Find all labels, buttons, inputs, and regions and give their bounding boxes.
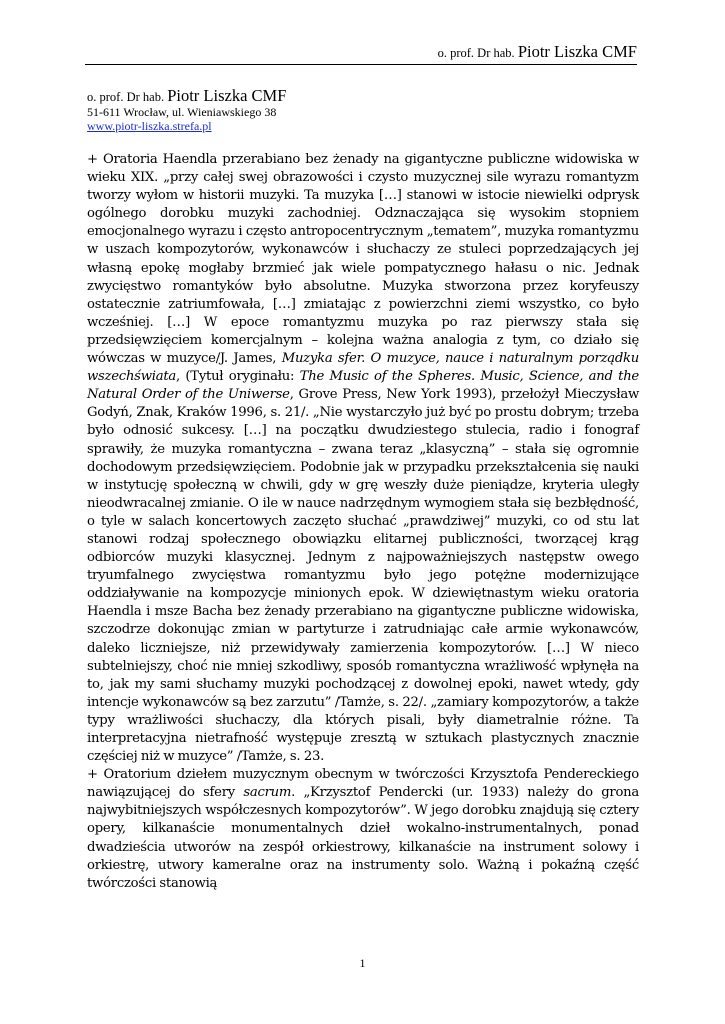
- author-title: o. prof. Dr hab.: [87, 90, 168, 104]
- italic-title-run: The Music of the Spheres. Music, Science, and the Natural Order of the Uniwerse: [87, 369, 639, 403]
- running-header-prefix: o. prof. Dr hab.: [437, 46, 518, 60]
- paragraph-oratoria-haendla: [87, 151, 639, 766]
- body-text: [87, 151, 639, 893]
- running-header-name: Piotr Liszka CMF: [517, 42, 637, 61]
- author-address-block: [87, 87, 286, 134]
- author-website-link[interactable]: www.piotr-liszka.strefa.pl: [87, 118, 212, 133]
- page-number: 1: [359, 956, 366, 970]
- text-run: , (Tytuł oryginału:: [175, 369, 300, 385]
- author-name-line: [87, 87, 286, 106]
- header-rule: [85, 64, 637, 65]
- author-street-address: 51-611 Wrocław, ul. Wieniawskiego 38: [87, 104, 277, 119]
- running-header: [438, 42, 637, 62]
- text-run: + Oratorium dziełem muzycznym obecnym w twórczości Krzysztofa Pendereckiego nawiązującej do sfery: [87, 767, 639, 801]
- text-run: , Grove Press, New York 1993), przełożył Mieczysław Godyń, Znak, Kraków 1996, s. 21/. „Nie wystarczyło już być po prostu dobrym; trzeba było odnosić sukcesy. […] na początku dwudziestego stulecia, radio i fonograf sprawiły, że muzyka romantyczna – zwana teraz „klasyczną” – stała się ogromnie dochodowym przedsięwzięciem. Podobnie jak w przypadku przekształcenia się nauki w instytucję społeczną w chwili, gdy w grę weszły duże pieniądze, kryteria uległy nieodwracalnej zmianie. O ile w nauce nadrzędnym wymogiem stała się bezbłędność, o tyle w salach koncertowych zaczęto słuchać „prawdziwej” muzyki, co od stu lat stanowi rodzaj społecznego obowiązku elitarnej publiczności, tworzącej krąg odbiorców muzyki klasycznej. Jednym z najpoważniejszych następstw owego tryumfalnego zwycięstwa romantyzmu było jego potężne modernizujące oddziaływanie na kompozycje minionych epok. W dziewiętnastym wieku oratoria Haendla i msze Bacha bez żenady przerabiano na gigantyczne publiczne widowiska, szczodrze dokonując zmian w partyturze i zatrudniając całe armie wykonawców, daleko liczniejsze, niż przewidywały zamierzenia kompozytorów. […] W nieco subtelniejszy, choć nie mniej szkodliwy, sposób romantyczna wrażliwość wpłynęła na to, jak my sami słuchamy muzyki pochodzącej z dowolnej epoki, nawet wtedy, gdy intencje wykonawców są bez zarzutu” /Tamże, s. 22/. „zamiary kompozytorów, a także typy wrażliwości słuchaczy, dla których pisali, były diametralnie różne. Ta interpretacyjna nietrafność występuje zresztą w sztukach plastycznych znacznie częściej niż w muzyce” /Tamże, s. 23.: [87, 387, 639, 765]
- italic-title-run: Muzyka sfer. O muzyce, nauce i naturalnym porządku wszechświata: [87, 351, 640, 385]
- italic-title-run: sacrum: [243, 785, 292, 801]
- paragraph-penderecki: [87, 766, 639, 893]
- text-run: + Oratoria Haendla przerabiano bez żenady na gigantyczne publiczne widowiska w wieku XIX. „przy całej swej obrazowości i czysto muzycznej sile wyrazu romantyzm tworzy wyłom w historii muzyki. Ta muzyka […] stanowi w istocie niewielki odprysk ogólnego dorobku muzyki zachodniej. Odznaczająca się wysokim stopniem emocjonalnego wyrazu i często antropocentrycznym „tematem”, muzyka romantyzmu w uszach kompozytorów, wykonawców i słuchaczy ze stuleci poprzedzających jej własną epokę mogłaby brzmieć jak wiele pompatycznego hałasu o nic. Jednak zwycięstwo romantyków było absolutne. Muzyka stworzona przez koryfeuszy ostatecznie zatriumfowała, […] zmiatając z powierzchni ziemi wszystko, co było wcześniej. […] W epoce romantyzmu muzyka po raz pierwszy stała się przedsięwzięciem komercjalnym – kolejna ważna analogia z tym, co działo się wówczas w muzyce/J. James,: [87, 152, 639, 367]
- author-name: Piotr Liszka CMF: [167, 86, 287, 105]
- text-run: . „Krzysztof Pendercki (ur. 1933) należy do grona najwybitniejszych współczesnych kompozytorów”. W jego dorobku znajdują się cztery opery, kilkanaście monumentalnych dzieł wokalno-instrumentalnych, ponad dwadzieścia utworów na zespół orkiestrowy, kilkanaście na instrument solowy i orkiestrę, utwory kameralne oraz na instrumenty solo. Ważną i pokaźną część twórczości stanowią: [87, 785, 639, 891]
